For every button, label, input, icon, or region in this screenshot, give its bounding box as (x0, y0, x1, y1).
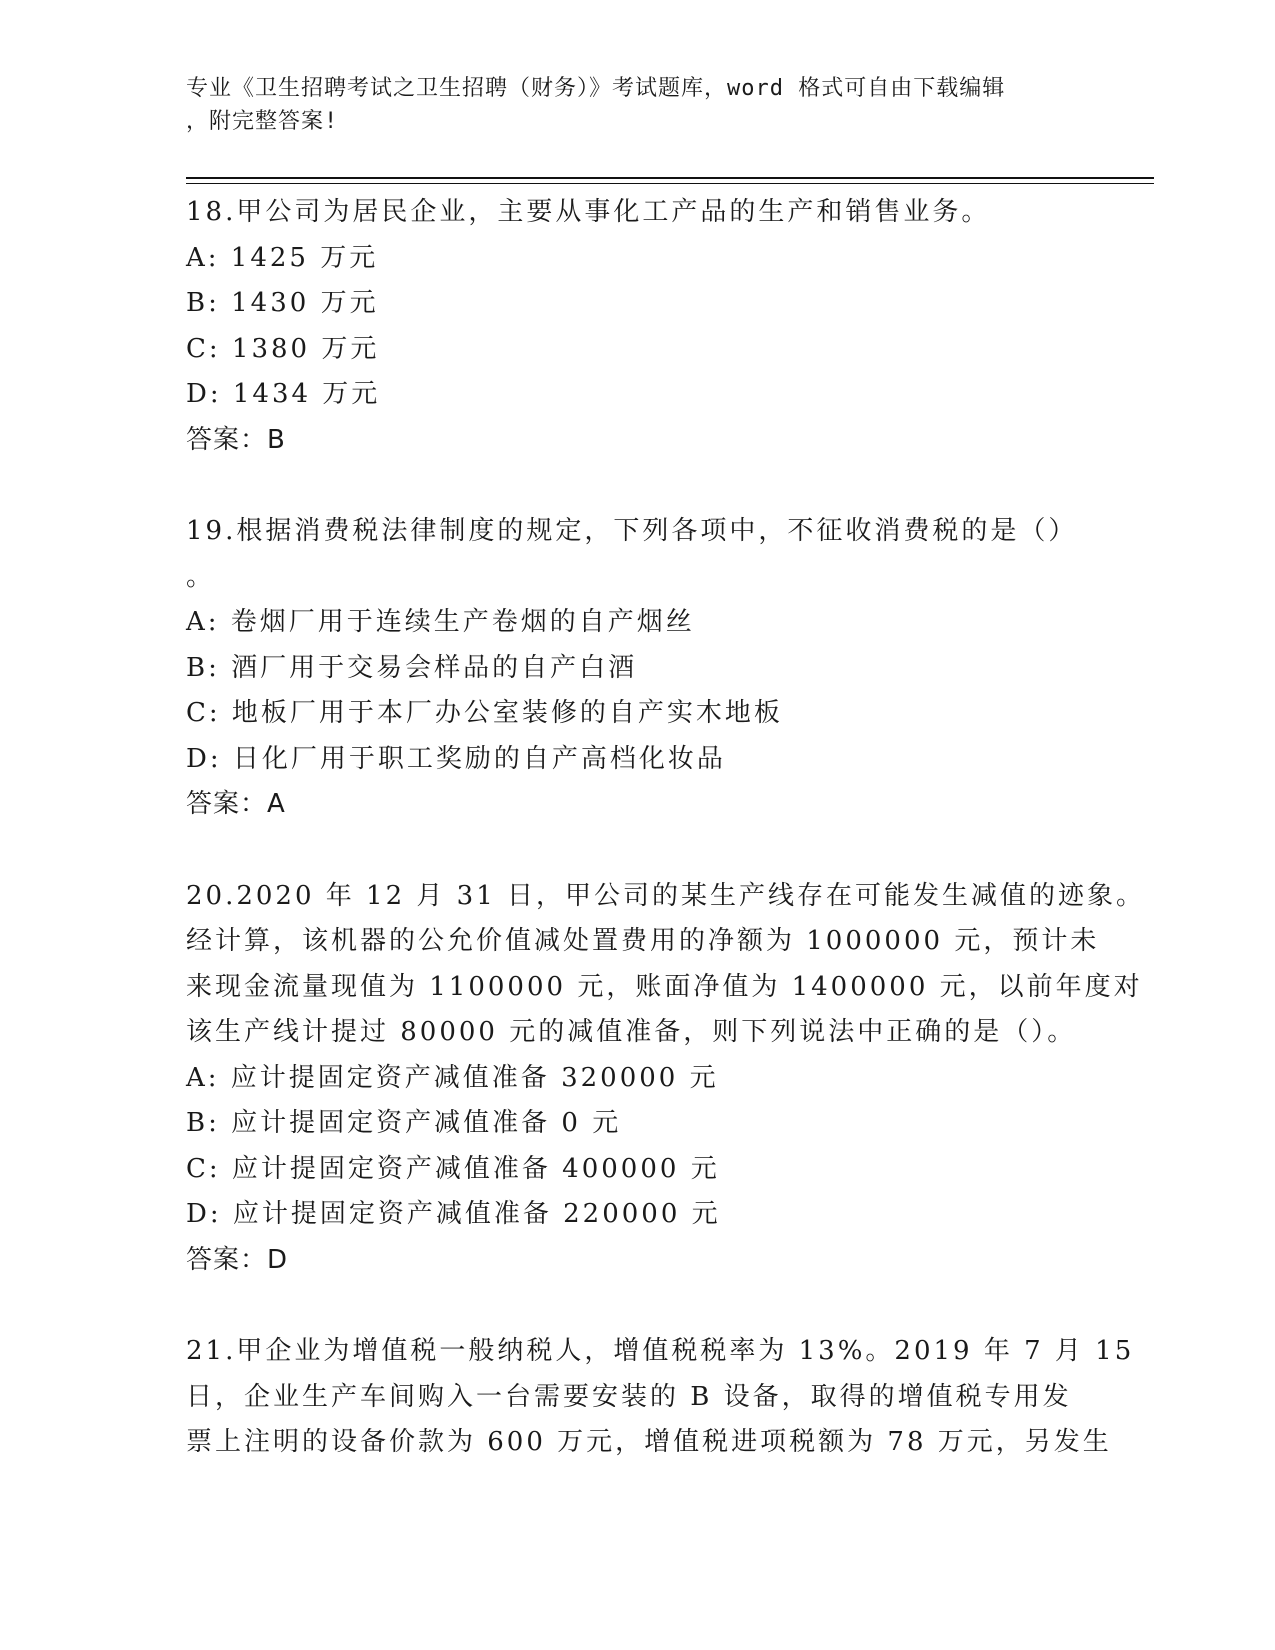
question-stem-line: 。 (186, 561, 216, 592)
option-a: A: 应计提固定资产减值准备 320000 元 (186, 1062, 719, 1093)
question-stem-line: 经计算，该机器的公允价值减处置费用的净额为 1000000 元，预计未 (186, 926, 1100, 956)
option-a: A: 1425 万元 (186, 242, 379, 273)
document-header (186, 72, 1086, 138)
question-19 (186, 509, 1086, 828)
question-gap (186, 1283, 1086, 1329)
option-c: C: 应计提固定资产减值准备 400000 元 (186, 1153, 720, 1184)
question-stem-line: 20.2020 年 12 月 31 日，甲公司的某生产线存在可能发生减值的迹象。 (186, 880, 1146, 911)
option-d: D: 日化厂用于职工奖励的自产高档化妆品 (186, 743, 726, 774)
question-stem-line: 18.甲公司为居民企业，主要从事化工产品的生产和销售业务。 (186, 197, 991, 227)
option-a: A: 卷烟厂用于连续生产卷烟的自产烟丝 (186, 607, 695, 637)
header-line-1: 专业《卫生招聘考试之卫生招聘（财务）》考试题库，word 格式可自由下载编辑 (186, 76, 1006, 101)
question-stem-line: 来现金流量现值为 1100000 元，账面净值为 1400000 元，以前年度对 (186, 971, 1143, 1002)
question-18 (186, 190, 1086, 463)
answer-line: 答案：A (186, 789, 286, 819)
option-b: B: 酒厂用于交易会样品的自产白酒 (186, 652, 638, 683)
question-gap (186, 463, 1086, 509)
answer-line: 答案：B (186, 424, 286, 455)
question-list (186, 190, 1146, 1466)
question-stem-line: 日，企业生产车间购入一台需要安装的 B 设备，取得的增值税专用发 (186, 1381, 1072, 1412)
question-stem-line: 21.甲企业为增值税一般纳税人，增值税税率为 13%。2019 年 7 月 15 (186, 1336, 1135, 1366)
option-b: B: 应计提固定资产减值准备 0 元 (186, 1108, 622, 1138)
option-b: B: 1430 万元 (186, 288, 379, 318)
header-divider (186, 177, 1154, 179)
question-gap (186, 828, 1086, 874)
option-c: C: 1380 万元 (186, 333, 380, 364)
option-d: D: 1434 万元 (186, 379, 381, 409)
option-c: C: 地板厂用于本厂办公室装修的自产实木地板 (186, 698, 783, 728)
question-20 (186, 874, 1146, 1284)
question-stem-line: 该生产线计提过 80000 元的减值准备，则下列说法中正确的是（）。 (186, 1017, 1077, 1047)
question-21 (186, 1329, 1135, 1466)
option-d: D: 应计提固定资产减值准备 220000 元 (186, 1199, 721, 1229)
question-stem-line: 票上注明的设备价款为 600 万元，增值税进项税额为 78 万元，另发生 (186, 1427, 1112, 1457)
header-line-2: ，附完整答案! (186, 109, 339, 134)
question-stem-line: 19.根据消费税法律制度的规定，下列各项中，不征收消费税的是（） (186, 516, 1078, 546)
answer-line: 答案：D (186, 1244, 289, 1275)
header-divider-thin (186, 183, 1154, 184)
